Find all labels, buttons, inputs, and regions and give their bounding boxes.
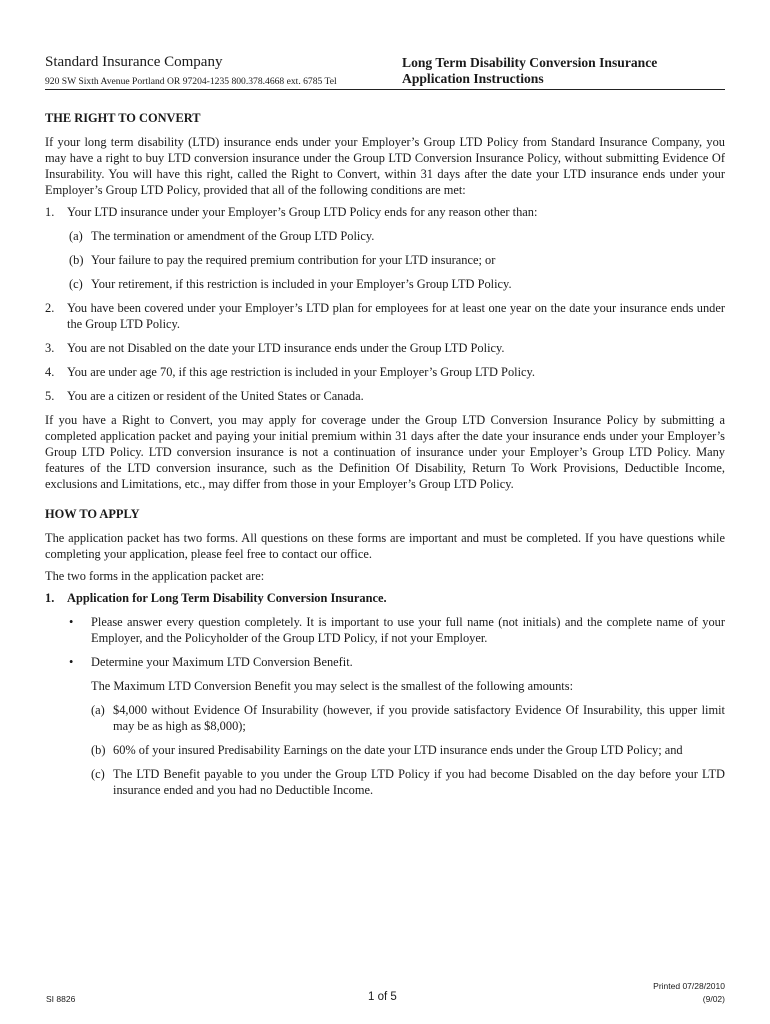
condition-text: You are under age 70, if this age restriction is included in your Employer’s Group LTD Policy.	[67, 365, 536, 379]
bullet-text: Determine your Maximum LTD Conversion Benefit.	[91, 655, 353, 669]
title-line-2: Application Instructions	[402, 71, 544, 86]
exception-text: The termination or amendment of the Group LTD Policy.	[91, 229, 375, 243]
exception-letter: (b)	[69, 253, 84, 267]
condition-text: You have been covered under your Employer’s LTD plan for employees for at least one year on the date your insurance ends under the Group LTD Policy.	[67, 301, 725, 331]
amount-letter: (a)	[91, 703, 105, 717]
company-name: Standard Insurance Company	[45, 54, 223, 70]
condition-text: You are a citizen or resident of the United States or Canada.	[67, 389, 364, 403]
exception-letter: (c)	[69, 277, 83, 291]
printed-date: Printed 07/28/2010	[653, 981, 725, 991]
max-benefit-intro: The Maximum LTD Conversion Benefit you may select is the smallest of the following amounts:	[91, 679, 574, 693]
right-to-convert-closing: If you have a Right to Convert, you may apply for coverage under the Group LTD Conversion Insurance Policy by submitting a completed application packet and paying your initial premium within 31 days after the date your insurance ends under your Employer’s Group LTD Policy. LTD conversion insurance is not a continuation of insurance under your Employer’s Group LTD Policy. Many features of the LTD conversion insurance, such as the Definition Of Disability, Return To Work Provisions, Deductible Income, exclusions and Limitations, etc., may differ from those in your Employer’s Group LTD Policy.	[45, 413, 725, 491]
exception-text: Your failure to pay the required premium contribution for your LTD insurance; or	[91, 253, 496, 267]
form-title: Application for Long Term Disability Conversion Insurance.	[67, 591, 387, 605]
condition-number: 2.	[45, 301, 55, 315]
bullet-text: Please answer every question completely. It is important to use your full name (not initials) and the complete name of your Employer, and the Policyholder of the Group LTD Policy, if not your Employer.	[91, 615, 725, 645]
condition-number: 3.	[45, 341, 55, 355]
condition-text: Your LTD insurance under your Employer’s Group LTD Policy ends for any reason other than:	[67, 205, 538, 219]
amount-letter: (b)	[91, 743, 106, 757]
condition-number: 4.	[45, 365, 55, 379]
revision-date: (9/02)	[702, 994, 725, 1004]
condition-number: 1.	[45, 205, 55, 219]
bullet-glyph: •	[69, 655, 74, 669]
amount-letter: (c)	[91, 767, 105, 781]
company-address: 920 SW Sixth Avenue Portland OR 97204-1235 800.378.4668 ext. 6785 Tel	[45, 76, 337, 87]
section-heading-right-to-convert: THE RIGHT TO CONVERT	[45, 111, 201, 125]
amount-text: 60% of your insured Predisability Earnings on the date your LTD insurance ends under the Group LTD Policy; and	[113, 743, 683, 757]
exception-text: Your retirement, if this restriction is included in your Employer’s Group LTD Policy.	[91, 277, 512, 291]
forms-intro: The two forms in the application packet are:	[45, 569, 265, 583]
how-to-apply-intro: The application packet has two forms. All questions on these forms are important and must be completed. If you have questions while completing your application, please feel free to contact our office.	[45, 531, 725, 561]
amount-text: $4,000 without Evidence Of Insurability (however, if you provide satisfactory Evidence Of Insurability, this upper limit may be as high as $8,000);	[113, 703, 725, 733]
amount-text: The LTD Benefit payable to you under the Group LTD Policy if you had become Disabled on the day before your LTD insurance ended and you had no Deductible Income.	[113, 767, 725, 797]
condition-text: You are not Disabled on the date your LTD insurance ends under the Group LTD Policy.	[67, 341, 505, 355]
title-line-1: Long Term Disability Conversion Insurance	[402, 55, 658, 70]
form-id: SI 8826	[46, 994, 76, 1004]
right-to-convert-intro: If your long term disability (LTD) insurance ends under your Employer’s Group LTD Policy from Standard Insurance Company, you may have a right to buy LTD conversion insurance under the Group LTD Conversion Insurance Policy, without submitting Evidence Of Insurability. You will have this right, called the Right to Convert, within 31 days after the date your LTD insurance ends under your Employer’s Group LTD Policy, provided that all of the following conditions are met:	[45, 135, 725, 197]
page-number: 1 of 5	[368, 991, 397, 1003]
bullet-glyph: •	[69, 615, 74, 629]
section-heading-how-to-apply: HOW TO APPLY	[45, 507, 140, 521]
form-number: 1.	[45, 591, 55, 605]
exception-letter: (a)	[69, 229, 83, 243]
condition-number: 5.	[45, 389, 55, 403]
